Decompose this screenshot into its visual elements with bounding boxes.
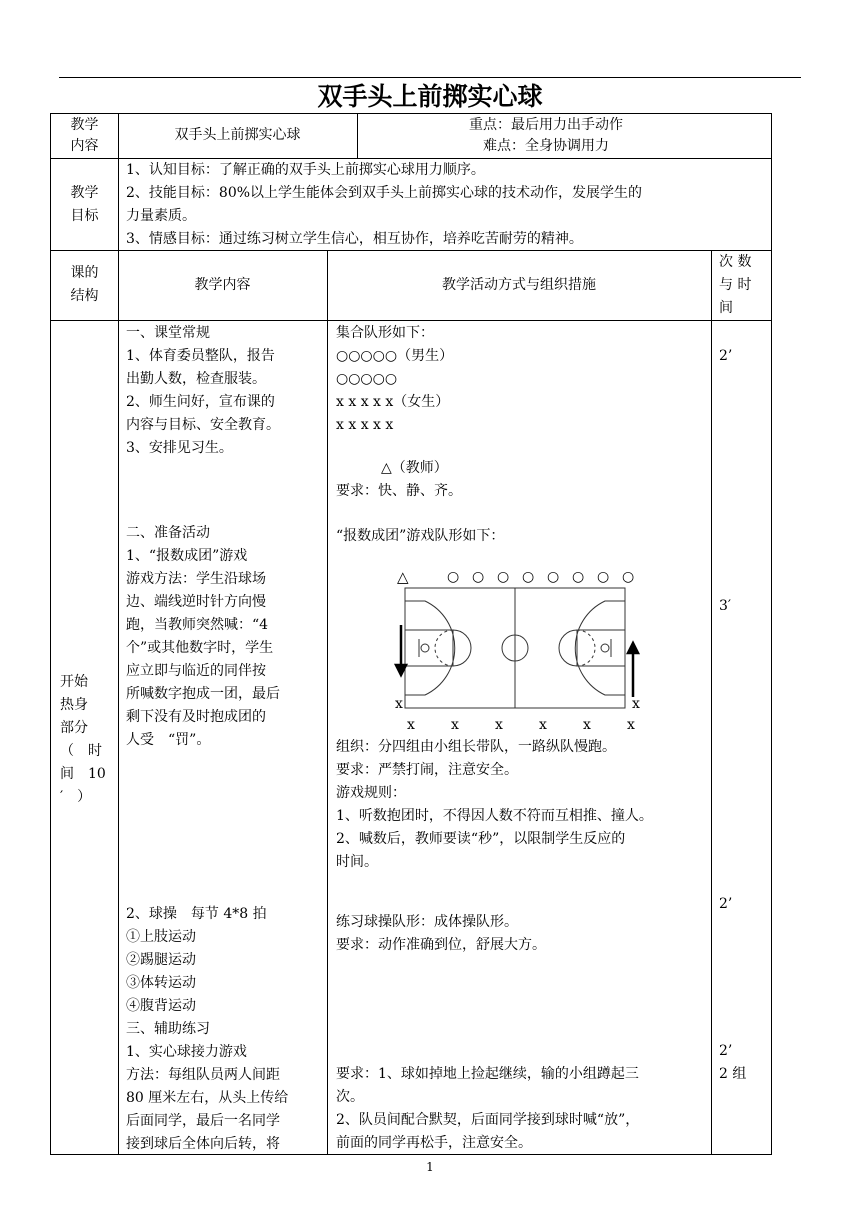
content-line: 所喊数字抱成一团，最后: [126, 686, 280, 702]
activity-line: 要求：动作准确到位，舒展大方。: [336, 937, 546, 953]
teaching-goals-text: [126, 159, 642, 251]
content-line: 三、辅助练习: [126, 1021, 210, 1037]
activity-line: 游戏规则：: [336, 785, 406, 801]
header-line: 次 数: [719, 254, 752, 270]
content-block-ball-exercise: [126, 903, 288, 1156]
content-line: 跑，当教师突然喊：“4: [126, 617, 269, 633]
time-header: [719, 251, 751, 320]
content-block-warmup: [126, 522, 280, 752]
diagram-student-x: x: [495, 717, 503, 733]
content-line: 二、准备活动: [126, 525, 210, 541]
header-line: 间: [719, 300, 733, 316]
relay-groups: 2 组: [719, 1066, 747, 1082]
header-rule: [59, 77, 801, 78]
content-line: 1、体育委员整队，报告: [126, 348, 275, 364]
content-line: ②踢腿运动: [126, 952, 196, 968]
content-line: 2、师生问好，宣布课的: [126, 394, 275, 410]
content-line: 1、实心球接力游戏: [126, 1044, 247, 1060]
diagram-student-circle: ○: [597, 569, 610, 585]
diagram-student-x: x: [583, 717, 591, 733]
diagram-student-x: x: [539, 717, 547, 733]
content-line: ①上肢运动: [126, 929, 196, 945]
row-divider: [51, 320, 771, 321]
page-title: 双手头上前掷实心球: [317, 82, 543, 111]
content-line: 1、“报数成团”游戏: [126, 548, 248, 564]
teaching-content-value: 双手头上前掷实心球: [174, 127, 301, 143]
activity-line: 前面的同学再松手，注意安全。: [336, 1135, 532, 1151]
activity-block-ball-exercise: [336, 911, 546, 957]
activity-line: 练习球操队形：成体操队形。: [336, 914, 518, 930]
page-number: 1: [426, 1160, 434, 1174]
activity-line: 要求：严禁打闹，注意安全。: [336, 762, 518, 778]
activity-line: 组织：分四组由小组长带队，一路纵队慢跑。: [336, 739, 616, 755]
right-free-throw-arc: [559, 630, 577, 666]
diagram-x-right: x: [632, 696, 640, 712]
warmup-section-label: [60, 671, 106, 809]
time-routine: 2’: [719, 348, 733, 364]
section-line: 部分: [60, 720, 88, 736]
activity-line: 时间。: [336, 854, 378, 870]
diagram-student-circle: ○: [472, 569, 485, 585]
right-three-point-arc: [575, 601, 625, 695]
activity-line: ○○○○○: [336, 371, 398, 387]
teacher-position: △（教师）: [381, 460, 448, 476]
diagram-student-circle: ○: [497, 569, 510, 585]
content-line: 剩下没有及时抱成团的: [126, 709, 266, 725]
diagram-teacher-symbol: △: [397, 568, 409, 586]
up-arrow-head: [628, 643, 638, 653]
content-line: 个”或其他数字时，学生: [126, 640, 274, 656]
section-line: （ 时: [60, 743, 102, 759]
activity-line: 1、听数抱团时，不得因人数不符而互相推、撞人。: [336, 808, 653, 824]
content-header: 教学内容: [194, 277, 251, 293]
goal-line: 2、技能目标：80%以上学生能体会到双手头上前掷实心球的技术动作，发展学生的: [126, 185, 643, 201]
content-line: 内容与目标、安全教育。: [126, 417, 280, 433]
content-line: ④腹背运动: [126, 998, 196, 1014]
diagram-student-x: x: [407, 717, 415, 733]
content-line: 一、课堂常规: [126, 325, 210, 341]
content-line: 出勤人数，检查服装。: [126, 371, 266, 387]
section-line: 开始: [60, 674, 88, 690]
key-point: 重点：最后用力出手动作: [469, 117, 623, 133]
content-line: 2、球操 每节 4*8 拍: [126, 906, 267, 922]
content-line: 方法：每组队员两人间距: [126, 1067, 280, 1083]
content-line: 游戏方法：学生沿球场: [126, 571, 266, 587]
activity-line: 2、队员间配合默契，后面同学接到球时喊“放”，: [336, 1112, 640, 1128]
content-line: ③体转运动: [126, 975, 196, 991]
left-free-throw-arc: [453, 630, 471, 666]
activity-block-relay: [336, 1063, 639, 1155]
col-divider: [357, 114, 358, 158]
diagram-student-x: x: [627, 717, 635, 733]
activity-line: ○○○○○（男生）: [336, 348, 454, 364]
diagram-x-row: [407, 714, 647, 737]
label-line: 教学: [70, 117, 99, 133]
right-free-throw-arc-dashed: [577, 630, 595, 666]
time-relay: 2’: [719, 1043, 733, 1059]
diagram-student-circle: ○: [572, 569, 585, 585]
col-divider: [327, 250, 328, 1154]
diagram-student-x: x: [451, 717, 459, 733]
content-line: 接到球后全体向后转，将: [126, 1136, 280, 1152]
activity-block-game: [336, 736, 653, 874]
section-line: ′ ）: [60, 789, 92, 805]
difficulty-point: 难点：全身协调用力: [483, 138, 609, 154]
diagram-x-left: x: [395, 696, 403, 712]
content-line: 后面同学，最后一名同学: [126, 1113, 280, 1129]
content-line: 3、安排见习生。: [126, 440, 233, 456]
diagram-student-circle: ○: [547, 569, 560, 585]
teaching-content-label: [51, 114, 118, 157]
left-free-throw-arc-dashed: [435, 630, 453, 666]
activity-line: 集合队形如下：: [336, 325, 434, 341]
col-divider: [711, 250, 712, 1154]
label-line: 目标: [70, 208, 99, 224]
left-three-point-arc: [405, 601, 455, 695]
diagram-student-circle: ○: [622, 569, 635, 585]
teaching-goals-label: [51, 182, 118, 228]
header-line: 结构: [70, 288, 99, 304]
content-line: 边、端线逆时针方向慢: [126, 594, 266, 610]
left-hoop: [421, 644, 429, 652]
activity-block-formation: [336, 322, 453, 437]
activity-line: 2、喊数后，教师要读“秒”，以限制学生反应的: [336, 831, 626, 847]
goal-line: 1、认知目标：了解正确的双手头上前掷实心球用力顺序。: [126, 162, 485, 178]
goal-line: 3、情感目标：通过练习树立学生信心，相互协作，培养吃苦耐劳的精神。: [126, 231, 583, 247]
structure-header: [51, 262, 118, 308]
activity-line: 次。: [336, 1089, 364, 1105]
section-line: 间 10: [60, 766, 106, 782]
activity-line: 要求：1、球如掉地上捡起继续，输的小组蹲起三: [336, 1066, 639, 1082]
label-line: 内容: [70, 138, 99, 154]
time-ball-exercise: 2’: [719, 896, 733, 912]
content-block-routine: [126, 322, 280, 460]
activity-header: 教学活动方式与组织措施: [442, 277, 596, 293]
diagram-student-circle: ○: [447, 569, 460, 585]
time-game: 3′: [719, 598, 732, 614]
section-line: 热身: [60, 697, 88, 713]
header-line: 课的: [70, 265, 99, 281]
game-formation-title: “报数成团”游戏队形如下：: [336, 528, 505, 544]
header-line: 与 时: [719, 277, 752, 293]
col-divider: [118, 114, 119, 1154]
activity-line: x x x x x（女生）: [336, 394, 450, 410]
goal-line: 力量素质。: [126, 208, 196, 224]
content-line: 应立即与临近的同伴按: [126, 663, 266, 679]
content-line: 人受 “罚”。: [126, 732, 211, 748]
diagram-student-circle: ○: [522, 569, 535, 585]
label-line: 教学: [70, 185, 99, 201]
content-line: 80 厘米左右，从头上传给: [126, 1090, 289, 1106]
activity-line: x x x x x: [336, 417, 394, 433]
formation-requirement: 要求：快、静、齐。: [336, 483, 462, 499]
right-hoop: [601, 644, 609, 652]
